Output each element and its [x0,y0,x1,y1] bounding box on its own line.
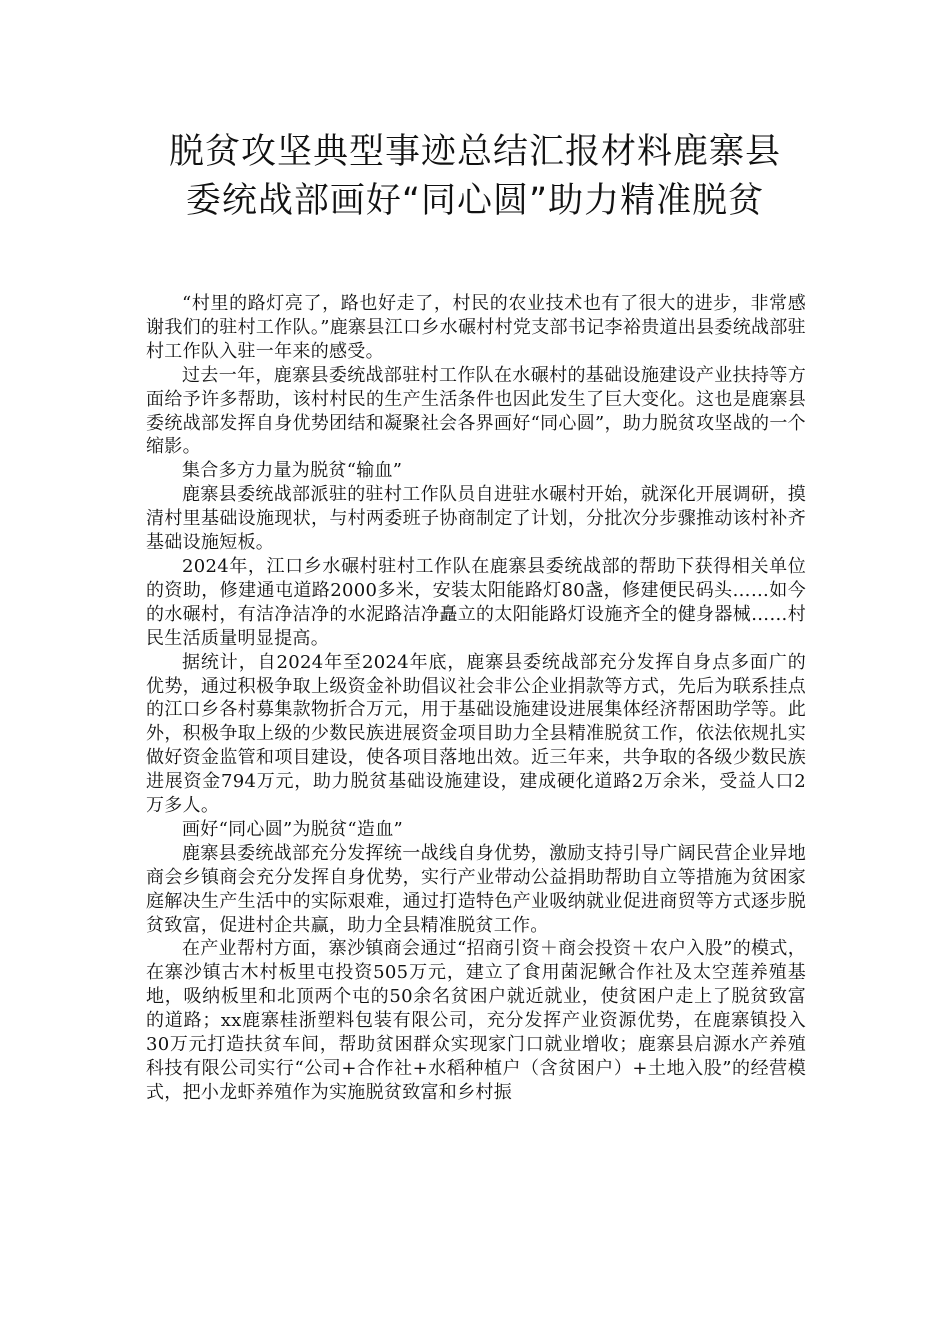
paragraph: 过去一年，鹿寨县委统战部驻村工作队在水碾村的基础设施建设产业扶持等方面给予许多帮助，该村村民的生产生活条件也因此发生了巨大变化。这也是鹿寨县委统战部发挥自身优势团结和凝聚社会各界画好“同心圆”，助力脱贫攻坚战的一个缩影。 [146,364,806,458]
paragraph: 鹿寨县委统战部充分发挥统一战线自身优势，激励支持引导广阔民营企业异地商会乡镇商会充分发挥自身优势，实行产业带动公益捐助帮助自立等措施为贫困家庭解决生产生活中的实际艰难，通过打造特色产业吸纳就业促进商贸等方式逐步脱贫致富，促进村企共赢，助力全县精准脱贫工作。 [146,842,806,936]
paragraph: 2024年，江口乡水碾村驻村工作队在鹿寨县委统战部的帮助下获得相关单位的资助，修建通屯道路2000多米，安装太阳能路灯80盏，修建便民码头……如今的水碾村，有洁净洁净的水泥路洁净矗立的太阳能路灯设施齐全的健身器械……村民生活质量明显提高。 [146,555,806,649]
title-line-2: 委统战部画好“同心圆”助力精准脱贫 [185,181,765,221]
paragraph: 据统计，自2024年至2024年底，鹿寨县委统战部充分发挥自身点多面广的优势，通过积极争取上级资金补助倡议社会非公企业捐款等方式，先后为联系挂点的江口乡各村募集款物折合万元，用于基础设施建设进展集体经济帮困助学等。此外，积极争取上级的少数民族进展资金项目助力全县精准脱贫工作，依法依规扎实做好资金监管和项目建设，使各项目落地出效。近三年来，共争取的各级少数民族进展资金794万元，助力脱贫基础设施建设，建成硬化道路2万余米，受益人口2万多人。 [146,651,806,817]
document-body [146,292,806,1105]
section-heading: 集合多方力量为脱贫“输血” [182,460,403,482]
paragraph: 在产业帮村方面，寨沙镇商会通过“招商引资＋商会投资＋农户入股”的模式，在寨沙镇古木村板里屯投资505万元，建立了食用菌泥鳅合作社及太空莲养殖基地，吸纳板里和北顶两个屯的50余名贫困户就近就业，使贫困户走上了脱贫致富的道路；xx鹿寨桂浙塑料包装有限公司，充分发挥产业资源优势，在鹿寨镇投入30万元打造扶贫车间，帮助贫困群众实现家门口就业增收；鹿寨县启源水产养殖科技有限公司实行“公司+合作社+水稻种植户（含贫困户）+土地入股”的经营模式，把小龙虾养殖作为实施脱贫致富和乡村振 [146,938,806,1103]
section-heading: 画好“同心圆”为脱贫“造血” [182,818,404,840]
document-title [120,128,830,226]
paragraph: 鹿寨县委统战部派驻的驻村工作队员自进驻水碾村开始，就深化开展调研，摸清村里基础设施现状，与村两委班子协商制定了计划，分批次分步骤推动该村补齐基础设施短板。 [146,484,806,554]
title-line-1: 脱贫攻坚典型事迹总结汇报材料鹿寨县 [168,132,781,172]
paragraph: “村里的路灯亮了，路也好走了，村民的农业技术也有了很大的进步，非常感谢我们的驻村工作队。”鹿寨县江口乡水碾村村党支部书记李裕贵道出县委统战部驻村工作队入驻一年来的感受。 [146,293,806,362]
